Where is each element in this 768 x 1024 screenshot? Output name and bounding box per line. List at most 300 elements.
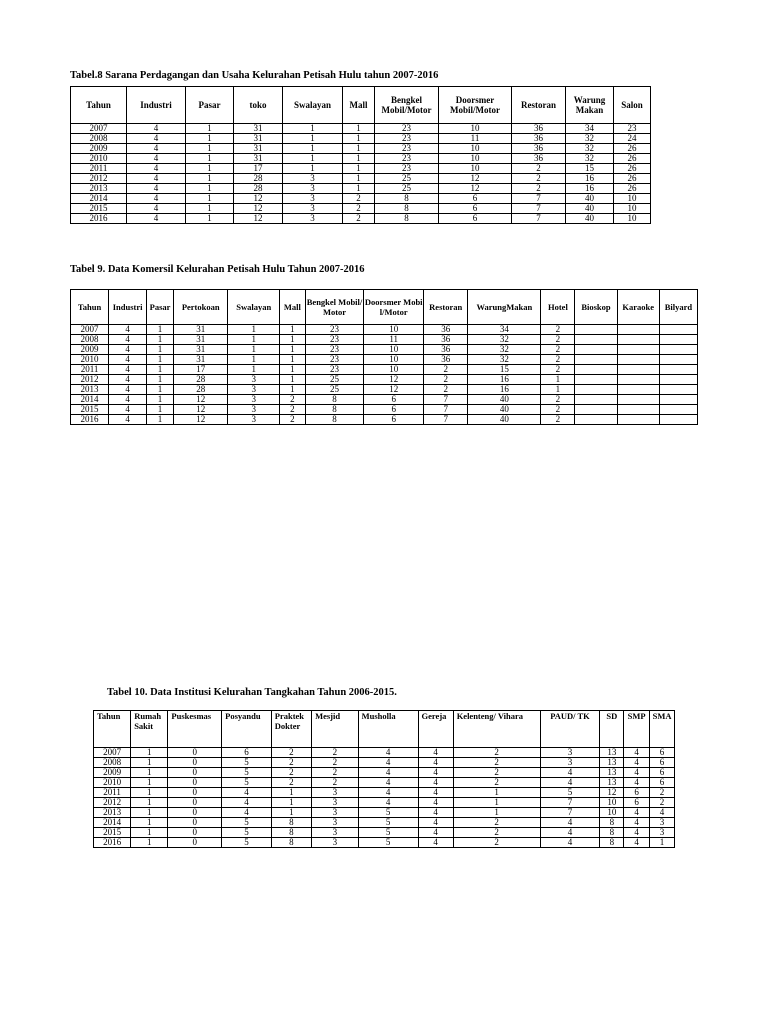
table8-cell: 1 [343, 184, 375, 194]
table10-cell: 5 [222, 768, 272, 778]
table10-cell: 0 [168, 748, 222, 758]
table8-cell: 23 [614, 124, 651, 134]
table8-cell: 17 [234, 164, 283, 174]
table9-cell [617, 335, 659, 345]
table9-cell: 2 [541, 345, 575, 355]
table9-cell: 4 [109, 395, 147, 405]
table9-row [71, 325, 698, 335]
table8-cell: 32 [566, 134, 614, 144]
table10-header-cell: Tahun [94, 711, 131, 748]
table9-cell [617, 355, 659, 365]
table10-cell: 5 [222, 828, 272, 838]
table9-cell: 10 [364, 325, 424, 335]
table8-cell: 31 [234, 144, 283, 154]
table8-cell: 23 [375, 144, 439, 154]
table9-header-cell: Swalayan [228, 290, 279, 325]
table9-cell [575, 335, 617, 345]
table9-cell: 1 [228, 345, 279, 355]
table9-cell: 2012 [71, 375, 109, 385]
table9-header-cell: Mall [279, 290, 305, 325]
table10-cell: 4 [624, 748, 650, 758]
table8-cell: 4 [127, 134, 186, 144]
table10-header-cell: Praktek Dokter [271, 711, 311, 748]
table10-cell: 10 [600, 808, 624, 818]
table9-cell [617, 395, 659, 405]
table9-cell [659, 375, 697, 385]
table10-cell: 4 [418, 748, 453, 758]
table8-cell: 36 [512, 154, 566, 164]
table10-row [94, 788, 675, 798]
table9-cell: 4 [109, 415, 147, 425]
table9-cell: 3 [228, 395, 279, 405]
table8-cell: 26 [614, 174, 651, 184]
table8-cell: 1 [186, 194, 234, 204]
table8-cell: 1 [186, 174, 234, 184]
table10-cell: 1 [271, 798, 311, 808]
table9-cell: 10 [364, 355, 424, 365]
table9-cell: 1 [147, 325, 174, 335]
table10-cell: 0 [168, 838, 222, 848]
table9-cell: 2 [541, 325, 575, 335]
table9-cell: 4 [109, 385, 147, 395]
table9-cell [575, 365, 617, 375]
table8-cell: 23 [375, 154, 439, 164]
table10-cell: 0 [168, 788, 222, 798]
table9-cell [617, 405, 659, 415]
table9-row [71, 365, 698, 375]
table8-cell: 40 [566, 194, 614, 204]
table10-cell: 3 [540, 748, 600, 758]
table9-row [71, 335, 698, 345]
table10-cell: 2 [271, 748, 311, 758]
table9-cell: 2 [541, 415, 575, 425]
table9-cell: 1 [228, 355, 279, 365]
table10-cell: 0 [168, 798, 222, 808]
table10-cell: 4 [540, 818, 600, 828]
table9-row [71, 395, 698, 405]
table10-cell: 5 [222, 758, 272, 768]
table9-cell: 2 [541, 355, 575, 365]
table9-cell [617, 415, 659, 425]
table10-cell: 3 [312, 788, 359, 798]
table8-cell: 3 [283, 184, 343, 194]
table8-cell: 6 [439, 204, 512, 214]
table8-cell: 40 [566, 204, 614, 214]
table8-cell: 26 [614, 184, 651, 194]
table9-row [71, 355, 698, 365]
table9-header-cell: Pasar [147, 290, 174, 325]
table9-cell: 32 [468, 355, 541, 365]
table10-cell: 1 [650, 838, 675, 848]
table10-header-cell: SMP [624, 711, 650, 748]
table10-cell: 4 [358, 788, 418, 798]
table10-cell: 1 [131, 798, 168, 808]
table9-cell: 7 [424, 405, 468, 415]
table8-cell: 2 [343, 214, 375, 224]
table9-cell: 1 [147, 375, 174, 385]
table10-row [94, 758, 675, 768]
table8-header-cell: Swalayan [283, 87, 343, 124]
table8-cell: 34 [566, 124, 614, 134]
table9-cell: 2 [541, 405, 575, 415]
table10-cell: 4 [418, 768, 453, 778]
table8-row [71, 204, 651, 214]
table10-cell: 2 [312, 748, 359, 758]
table9-cell: 2 [541, 365, 575, 375]
table8-header-cell: Tahun [71, 87, 127, 124]
table8-cell: 10 [439, 124, 512, 134]
table9-cell: 4 [109, 335, 147, 345]
table10-cell: 8 [600, 818, 624, 828]
table9-cell: 1 [147, 415, 174, 425]
table9-cell: 1 [541, 385, 575, 395]
table8-row [71, 184, 651, 194]
table9-cell: 1 [228, 325, 279, 335]
table8-cell: 23 [375, 124, 439, 134]
table8-cell: 26 [614, 154, 651, 164]
table8-cell: 1 [186, 184, 234, 194]
table10-cell: 7 [540, 808, 600, 818]
table10-cell: 3 [650, 828, 675, 838]
table8-cell: 1 [343, 144, 375, 154]
table10-cell: 4 [624, 758, 650, 768]
table10-row [94, 748, 675, 758]
table10-cell: 4 [540, 838, 600, 848]
table9-cell [575, 415, 617, 425]
table8-row [71, 214, 651, 224]
table10-cell: 4 [624, 768, 650, 778]
table9-cell: 40 [468, 395, 541, 405]
table10-caption: Tabel 10. Data Institusi Kelurahan Tangkahan Tahun 2006-2015. [107, 687, 397, 698]
table9-cell: 23 [305, 365, 364, 375]
table8-cell: 31 [234, 154, 283, 164]
table8-cell: 31 [234, 134, 283, 144]
table10-cell: 5 [358, 818, 418, 828]
table9-cell: 2016 [71, 415, 109, 425]
table9-header-cell: Restoran [424, 290, 468, 325]
table8-cell: 12 [439, 184, 512, 194]
table9-cell: 10 [364, 345, 424, 355]
table8-cell: 15 [566, 164, 614, 174]
table9-cell: 12 [364, 375, 424, 385]
table9-header-cell: Bilyard [659, 290, 697, 325]
table10-cell: 1 [131, 828, 168, 838]
table8-cell: 28 [234, 184, 283, 194]
table10-header-cell: Rumah Sakit [131, 711, 168, 748]
table9-header-cell: Tahun [71, 290, 109, 325]
table10-row [94, 768, 675, 778]
table10-cell: 2015 [94, 828, 131, 838]
table9-cell: 34 [468, 325, 541, 335]
table9-cell: 2007 [71, 325, 109, 335]
table9-cell: 31 [173, 325, 228, 335]
table9-cell: 36 [424, 345, 468, 355]
table9-cell [659, 405, 697, 415]
table10-cell: 1 [453, 798, 540, 808]
table10-cell: 4 [418, 828, 453, 838]
table10-cell: 4 [540, 828, 600, 838]
table8-cell: 28 [234, 174, 283, 184]
table9-cell: 40 [468, 405, 541, 415]
table10-cell: 1 [131, 768, 168, 778]
table8-row [71, 194, 651, 204]
table10-cell: 6 [624, 788, 650, 798]
table9-header-cell: Bioskop [575, 290, 617, 325]
table10-cell: 0 [168, 818, 222, 828]
table9-cell: 32 [468, 335, 541, 345]
table10-cell: 1 [131, 818, 168, 828]
table10-cell: 4 [418, 818, 453, 828]
table8-cell: 7 [512, 194, 566, 204]
table8-cell: 25 [375, 174, 439, 184]
table10-cell: 2014 [94, 818, 131, 828]
table8-cell: 1 [343, 154, 375, 164]
table10-cell: 1 [131, 788, 168, 798]
table9-caption: Tabel 9. Data Komersil Kelurahan Petisah Hulu Tahun 2007-2016 [70, 264, 365, 275]
table10-cell: 2 [271, 778, 311, 788]
table8-cell: 1 [186, 214, 234, 224]
table10-cell: 3 [540, 758, 600, 768]
table9-cell: 1 [279, 385, 305, 395]
table9-cell: 1 [147, 345, 174, 355]
table8-cell: 7 [512, 214, 566, 224]
table9-cell: 2 [541, 335, 575, 345]
table9-cell [617, 365, 659, 375]
table9-cell [575, 325, 617, 335]
table8-cell: 12 [234, 204, 283, 214]
table10-cell: 5 [222, 778, 272, 788]
table10-cell: 13 [600, 748, 624, 758]
table8-cell: 1 [283, 124, 343, 134]
table8-cell: 23 [375, 134, 439, 144]
table10-cell: 6 [222, 748, 272, 758]
table8-cell: 4 [127, 154, 186, 164]
table8-cell: 10 [439, 164, 512, 174]
table10-cell: 4 [624, 818, 650, 828]
table9-cell: 4 [109, 375, 147, 385]
table9-cell: 12 [173, 395, 228, 405]
table10-cell: 2016 [94, 838, 131, 848]
table10-cell: 1 [271, 808, 311, 818]
table8-cell: 4 [127, 204, 186, 214]
table10-cell: 0 [168, 828, 222, 838]
table9-cell [617, 385, 659, 395]
table8-cell: 10 [439, 154, 512, 164]
table8-cell: 1 [186, 144, 234, 154]
table8-header-cell: Pasar [186, 87, 234, 124]
table9-cell: 36 [424, 335, 468, 345]
table10-cell: 3 [312, 818, 359, 828]
table9-cell [617, 345, 659, 355]
table10-cell: 3 [650, 818, 675, 828]
table8-cell: 2008 [71, 134, 127, 144]
table10-cell: 2013 [94, 808, 131, 818]
table8-cell: 23 [375, 164, 439, 174]
table8-cell: 1 [186, 134, 234, 144]
table10-cell: 1 [131, 808, 168, 818]
table9-cell: 2 [279, 395, 305, 405]
table8-header-cell: Industri [127, 87, 186, 124]
table9-cell: 17 [173, 365, 228, 375]
table10-cell: 3 [312, 828, 359, 838]
table10-cell: 0 [168, 808, 222, 818]
table9-cell: 12 [364, 385, 424, 395]
table8-cell: 1 [186, 154, 234, 164]
table9 [70, 289, 698, 425]
table9-row [71, 345, 698, 355]
table10-cell: 0 [168, 778, 222, 788]
table8-cell: 2 [343, 194, 375, 204]
table8-cell: 1 [283, 144, 343, 154]
table10-cell: 2 [453, 758, 540, 768]
table8-cell: 2010 [71, 154, 127, 164]
table9-cell: 1 [147, 355, 174, 365]
table8-cell: 8 [375, 194, 439, 204]
table10-cell: 5 [540, 788, 600, 798]
table8-cell: 2016 [71, 214, 127, 224]
table9-cell: 8 [305, 405, 364, 415]
table9-cell: 28 [173, 385, 228, 395]
table9-cell: 23 [305, 325, 364, 335]
table9-cell: 1 [279, 345, 305, 355]
table10-cell: 4 [358, 748, 418, 758]
table9-cell: 25 [305, 385, 364, 395]
table9-header-cell: Hotel [541, 290, 575, 325]
table8-cell: 2015 [71, 204, 127, 214]
table8-cell: 26 [614, 144, 651, 154]
table9-header-cell: Pertokoan [173, 290, 228, 325]
table10-header-cell: Puskesmas [168, 711, 222, 748]
table9-cell: 2015 [71, 405, 109, 415]
table8-cell: 10 [439, 144, 512, 154]
table9-row [71, 375, 698, 385]
table9-row [71, 405, 698, 415]
table9-cell: 3 [228, 405, 279, 415]
table9-cell: 40 [468, 415, 541, 425]
table10-cell: 2010 [94, 778, 131, 788]
table10-cell: 3 [312, 808, 359, 818]
table10-cell: 2 [453, 768, 540, 778]
table8-cell: 10 [614, 204, 651, 214]
table9-header-cell: Industri [109, 290, 147, 325]
table9-cell [659, 365, 697, 375]
table10-cell: 2009 [94, 768, 131, 778]
table10-cell: 4 [418, 788, 453, 798]
table10-cell: 2 [453, 748, 540, 758]
table8-header-row [71, 87, 651, 124]
table8-cell: 11 [439, 134, 512, 144]
table10-cell: 6 [650, 748, 675, 758]
table8-cell: 31 [234, 124, 283, 134]
table8-cell: 8 [375, 204, 439, 214]
table9-cell: 12 [173, 415, 228, 425]
table9-cell: 4 [109, 355, 147, 365]
table9-cell: 2 [424, 375, 468, 385]
table9-header-cell: Bengkel Mobil/Motor [305, 290, 364, 325]
table10-row [94, 818, 675, 828]
table8-header-cell: Bengkel Mobil/Motor [375, 87, 439, 124]
table8-cell: 36 [512, 144, 566, 154]
table10-cell: 13 [600, 758, 624, 768]
table10-cell: 4 [624, 828, 650, 838]
table10-cell: 4 [650, 808, 675, 818]
table8-cell: 2 [512, 184, 566, 194]
table10-header-cell: SD [600, 711, 624, 748]
table8-cell: 36 [512, 134, 566, 144]
table10 [93, 710, 675, 848]
table8-cell: 6 [439, 214, 512, 224]
table8-cell: 6 [439, 194, 512, 204]
table10-row [94, 778, 675, 788]
table9-cell: 2 [541, 395, 575, 405]
table10-cell: 4 [418, 798, 453, 808]
table9-cell: 28 [173, 375, 228, 385]
table8-header-cell: toko [234, 87, 283, 124]
table8-cell: 10 [614, 214, 651, 224]
table10-cell: 8 [600, 838, 624, 848]
table10-cell: 2 [453, 838, 540, 848]
table9-cell [659, 385, 697, 395]
table10-cell: 5 [358, 828, 418, 838]
table9-cell: 36 [424, 325, 468, 335]
table10-cell: 10 [600, 798, 624, 808]
table9-cell: 32 [468, 345, 541, 355]
table10-cell: 2 [650, 798, 675, 808]
table9-cell: 3 [228, 385, 279, 395]
table9-cell: 6 [364, 415, 424, 425]
table10-row [94, 838, 675, 848]
table10-cell: 6 [650, 768, 675, 778]
table8-cell: 3 [283, 204, 343, 214]
table10-cell: 1 [271, 788, 311, 798]
table9-cell: 1 [279, 335, 305, 345]
table8-cell: 16 [566, 184, 614, 194]
table10-cell: 4 [418, 778, 453, 788]
table8-cell: 2014 [71, 194, 127, 204]
table8-cell: 4 [127, 174, 186, 184]
table9-cell: 6 [364, 395, 424, 405]
table8-cell: 2013 [71, 184, 127, 194]
table9-cell: 16 [468, 385, 541, 395]
table9-header-cell: Doorsmer Mobil/Motor [364, 290, 424, 325]
table9-cell: 11 [364, 335, 424, 345]
table10-cell: 4 [418, 838, 453, 848]
table8-row [71, 174, 651, 184]
table9-header-cell: Karaoke [617, 290, 659, 325]
table8-cell: 2 [512, 164, 566, 174]
table8-row [71, 134, 651, 144]
table9-cell: 2008 [71, 335, 109, 345]
table9-cell: 6 [364, 405, 424, 415]
table10-cell: 2 [312, 778, 359, 788]
table8-cell: 1 [343, 134, 375, 144]
table8-cell: 2 [512, 174, 566, 184]
table8-cell: 3 [283, 194, 343, 204]
table10-cell: 4 [358, 778, 418, 788]
table8-row [71, 164, 651, 174]
table10-cell: 2 [312, 768, 359, 778]
table9-cell: 31 [173, 345, 228, 355]
table10-cell: 4 [358, 768, 418, 778]
table9-header-row [71, 290, 698, 325]
table10-cell: 5 [358, 838, 418, 848]
table8-cell: 1 [343, 124, 375, 134]
table9-cell [659, 395, 697, 405]
table10-cell: 2 [271, 768, 311, 778]
table10-cell: 4 [358, 758, 418, 768]
table9-cell: 23 [305, 355, 364, 365]
table8-cell: 12 [439, 174, 512, 184]
